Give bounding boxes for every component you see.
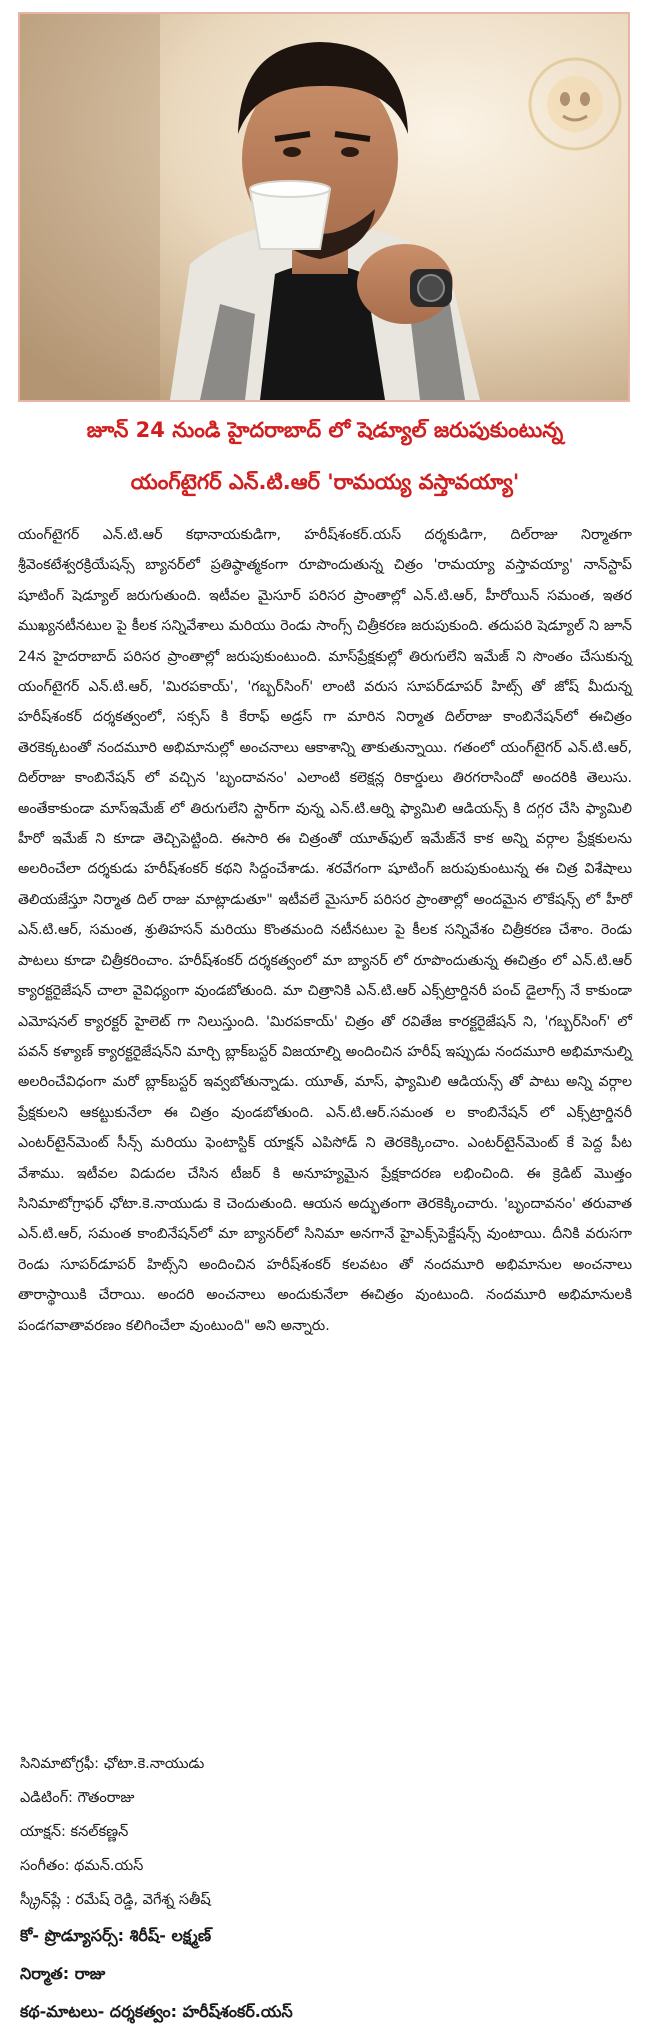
article-body (18, 520, 632, 1341)
hero-photo (18, 12, 630, 402)
credits-list (20, 1747, 630, 2031)
article-paragraph: యంగ్‌టైగర్ ఎన్.టి.ఆర్ కథానాయకుడిగా, హరీష్‌శంకర్.యస్ దర్శకుడిగా, దిల్‌రాజు నిర్మాతగా శ్రీవెంకటేశ్వరక్రియేషన్స్ బ్యానర్‌లో ప్రతిష్ఠాత్మకంగా రూపొందుతున్న చిత్రం 'రామయ్యా వస్తావయ్యా' నాన్‌స్టాప్ షూటింగ్ షెడ్యూల్ జరుగుతుంది. ఇటీవల మైసూర్ పరిసర ప్రాంతాల్లో ఎన్.టి.ఆర్, హీరోయిన్ సమంత, ఇతర ముఖ్యనటీనటుల పై కీలక సన్నివేశాలు మరియు రెండు సాంగ్స్ చిత్రీకరణ జరుపుకుంది. తదుపరి షెడ్యూల్ ని జూన్ 24న హైదరాబాద్ పరిసర ప్రాంతాల్లో జరుపుకుంటుంది. మాస్‌ప్రేక్షకుల్లో తిరుగులేని ఇమేజ్ ని సొంతం చేసుకున్న యంగ్‌టైగర్ ఎన్.టి.ఆర్, 'మిరపకాయ్', 'గబ్బర్‌సింగ్' లాంటి వరుస సూపర్‌డూపర్ హిట్స్ తో జోష్ మీదున్న హరీష్‌శంకర్ దర్శకత్వంలో, సక్సస్ కి కేరాఫ్ అడ్రస్ గా మారిన నిర్మాత దిల్‌రాజు కాంబినేషన్‌లో ఈచిత్రం తెరకెక్కటంతో నందమూరి అభిమానుల్లో అంచనాలు ఆకాశాన్ని తాకుతున్నాయి. గతంలో యంగ్‌టైగర్ ఎన్.టి.ఆర్, దిల్‌రాజు కాంబినేషన్ లో వచ్చిన 'బృందావనం' ఎలాంటి కలెక్షన్ల రికార్డులు తిరగరాసిందో అందరికి తెలుసు. అంతేకాకుండా మాస్‌ఇమేజ్ లో తిరుగులేని స్టార్‌గా వున్న ఎన్.టి.ఆర్ని ఫ్యామిలి ఆడియన్స్ కి దగ్గర చేసి ఫ్యామిలి హీరో ఇమేజ్ ని కూడా తెచ్చిపెట్టింది. ఈసారి ఈ చిత్రంతో యూత్‌ఫుల్ ఇమేజ్‌నే కాక అన్ని వర్గాల ప్రేక్షకులను అలరించేలా దర్శకుడు హరీష్‌శంకర్ కథని సిద్దంచేశాడు. శరవేగంగా షూటింగ్ జరుపుకుంటున్న ఈ చిత్ర విశేషాలు తెలియజేస్తూ నిర్మాత దిల్ రాజు మాట్లాడుతూ" ఇటీవలే మైసూర్ పరిసర ప్రాంతాల్లో అందమైన లొకేషన్స్ లో హీరో ఎన్.టి.ఆర్, సమంత, శ్రుతిహసన్ మరియు కొంతమంది నటీనటుల పై కీలక సన్నివేశం చిత్రీకరణ చేశాం. రెండు పాటలు కూడా చిత్రీకరించాం. హరీష్‌శంకర్ దర్శకత్వంలో మా బ్యానర్ లో రూపొందుతున్న ఈచిత్రం లో ఎన్.టి.ఆర్ క్యారక్టరైజేషన్ చాలా వైవిధ్యంగా వుండబోతుంది. మా చిత్రానికి ఎన్.టి.ఆర్ ఎక్స్‌ట్రార్డినరీ పంచ్ డైలాగ్స్ నే కాకుండా ఎమోషనల్ క్యారక్టర్ హైలెట్ గా నిలుస్తుంది. 'మిరపకాయ్' చిత్రం తో రవితేజ కారక్టరైజేషన్ ని, 'గబ్బర్‌సింగ్' లో పవన్ కళ్యాణ్ క్యారక్టరైజేషన్‌ని మార్చి బ్లాక్‌బస్టర్ విజయాల్ని అందించిన హరీష్ ఇప్పుడు నందమూరి అభిమానుల్ని అలరించేవిధంగా మరో బ్లాక్‌బస్టర్ ఇవ్వబోతున్నాడు. యూత్, మాస్, ఫ్యామిలి ఆడియన్స్ తో పాటు అన్ని వర్గాల ప్రేక్షకులని ఆకట్టుకునేలా ఈ చిత్రం వుండబోతుంది. ఎన్.టి.ఆర్.సమంత ల కాంబినేషన్ లో ఎక్స్‌ట్రార్డినరీ ఎంటర్‌టైన్‌మెంట్ సీన్స్ మరియు ఫెంటాస్టిక్ యాక్షన్ ఎపిసోడ్ ని తెరకెక్కించాం. ఎంటర్‌టైన్‌మెంట్ కే పెద్ద పీట వేశాము. ఇటీవల విడుదల చేసిన టీజర్ కి అనూహ్యమైన ప్రేక్షకాదరణ లభించింది. ఈ క్రెడిట్ మొత్తం సినిమాటోగ్రాఫర్ ఛోటా.కె.నాయుడు కె చెందుతుంది. ఆయన అద్భుతంగా తెరకెక్కించారు. 'బృందావనం' తరువాత ఎన్.టి.ఆర్, సమంత కాంబినేషన్‌లో మా బ్యానర్‌లో సినిమా అనగానే హైఎక్స్‌పెక్టేషన్స్ వుంటాయి. దీనికి వరుసగా రెండు సూపర్‌డూపర్ హిట్స్‌ని అందించిన హరీష్‌శంకర్ కలవటం తో నందమూరి అభిమానుల అంచనాలు తారాస్థాయికి చేరాయి. అందరి అంచనాలు అందుకునేలా ఈచిత్రం వుంటుంది. నందమూరి అభిమానులకి పండగవాతావరణం కలిగించేలా వుంటుంది" అని అన్నారు. (18, 527, 632, 1334)
credit-editing: ఎడిటింగ్: గౌతంరాజు (20, 1790, 135, 1806)
credit-action: యాక్షన్: కనల్‌కణ్ణన్ (20, 1824, 129, 1840)
credit-screenplay: స్క్రీన్‌ప్లే : రమేష్ రెడ్డి, వెగేశ్న సతీష్ (20, 1892, 211, 1908)
headline-line-2: యంగ్‌టైగర్ ఎన్.టి.ఆర్ 'రామయ్య వస్తావయ్యా' (130, 470, 520, 494)
actor-photo-illustration (20, 14, 628, 400)
credit-music: సంగీతం: థమన్.యస్ (20, 1858, 144, 1874)
credit-cinematography: సినిమాటోగ్రఫీ: ఛోటా.కె.నాయుడు (20, 1756, 205, 1772)
headline-line-1: జూన్ 24 నుండి హైదరాబాద్ లో షెడ్యూల్ జరుపుకుంటున్న (86, 418, 564, 442)
credit-producer: నిర్మాత: రాజు (20, 1964, 106, 1983)
credit-co-producers: కో- ప్రొడ్యూసర్స్: శిరీష్- లక్ష్మణ్ (20, 1926, 212, 1945)
credit-director: కథ-మాటలు- దర్శకత్వం: హరీష్‌శంకర్.యస్ (20, 2002, 293, 2021)
